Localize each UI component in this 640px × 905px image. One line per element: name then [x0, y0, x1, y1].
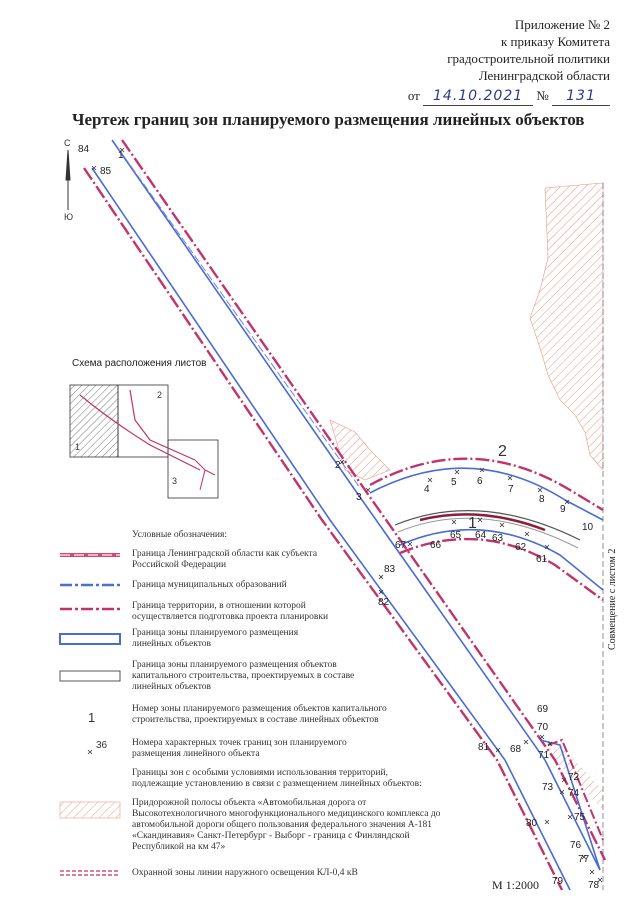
legend-item-roadside: Придорожной полосы объекта «Автомобильная дорога от Высокотехнологичного многофункционального медицинского комплекса до автомобильной дороги общего пользования федерального значения А-181 «Скандинавия» Санкт-Петербург - Выборг - граница с Финляндской Республикой на км 47»: [132, 798, 441, 852]
municipal-boundary: [118, 148, 360, 488]
scheme-title: Схема расположения листов: [72, 358, 207, 369]
point-79: 79: [552, 876, 564, 887]
legend-point-sample: 36: [96, 740, 108, 751]
point-80: 80: [526, 818, 538, 829]
legend-item-zone: Граница зоны планируемого размещения линейных объектов: [132, 628, 299, 649]
side-label-wrap: [605, 480, 625, 660]
point-6: 6: [477, 476, 483, 487]
point-77: 77: [578, 854, 590, 865]
point-76: 76: [570, 840, 582, 851]
legend-item-special-zones: Границы зон с особыми условиями использования территорий, подлежащие установлению в связи с размещением линейных объектов:: [132, 768, 422, 789]
point-84: 84: [78, 144, 90, 155]
point-10: 10: [582, 522, 594, 533]
legend-item-capital-zone: Граница зоны планируемого размещения объектов капитального строительства, проектируемых в составе линейных объектов: [132, 660, 355, 692]
point-73: 73: [542, 782, 554, 793]
legend-item-point-number: Номера характерных точек границ зон планируемого размещения линейного объекта: [132, 738, 347, 759]
point-72: 72: [568, 772, 580, 783]
legend-heading: Условные обозначения:: [132, 530, 228, 540]
legend-item-region: Граница Ленинградской области как субъекта Российской Федерации: [132, 549, 318, 570]
point-74: 74: [568, 788, 580, 799]
point-78: 78: [588, 880, 600, 891]
appendix-region: Ленинградской области: [478, 68, 610, 83]
date-prefix: от: [407, 88, 420, 103]
point-75: 75: [574, 812, 586, 823]
point-85: 85: [100, 166, 112, 177]
compass-south: Ю: [64, 212, 74, 222]
point-4: 4: [424, 484, 430, 495]
point-71: 71: [538, 750, 550, 761]
point-62: 62: [515, 542, 527, 553]
point-64: 64: [475, 530, 487, 541]
point-7: 7: [508, 484, 514, 495]
scheme-sheet-3: 3: [172, 476, 178, 486]
drawing-title: Чертеж границ зон планируемого размещения линейных объектов: [72, 110, 585, 129]
point-83: 83: [384, 564, 396, 575]
compass-north: С: [64, 138, 71, 148]
point-8: 8: [539, 494, 545, 505]
appendix-order: к приказу Комитета: [500, 34, 610, 49]
zone-boundary-main: [112, 140, 600, 870]
scheme-sheet-1: 1: [75, 442, 81, 452]
point-9: 9: [560, 504, 566, 515]
point-65: 65: [450, 530, 462, 541]
point-3: 3: [356, 492, 362, 503]
appendix-committee: градостроительной политики: [447, 51, 610, 66]
zone-number-1: 1: [468, 515, 477, 532]
point-5: 5: [451, 477, 457, 488]
order-date: 14.10.2021: [423, 88, 533, 106]
point-2: 2: [335, 460, 341, 471]
legend-zone-sample: 1: [88, 710, 96, 725]
point-1: 1: [118, 150, 124, 161]
scheme-sheet-2: 2: [157, 390, 163, 400]
legend-item-lighting: Охранной зоны линии наружного освещения КЛ-0,4 кВ: [132, 868, 358, 878]
appendix-number: Приложение № 2: [514, 17, 610, 32]
light-line-curve: [420, 514, 545, 530]
point-68: 68: [510, 744, 522, 755]
point-81: 81: [478, 742, 490, 753]
north-arrow: [66, 150, 70, 210]
zone-number-2: 2: [498, 443, 507, 460]
point-69: 69: [537, 704, 549, 715]
point-82: 82: [378, 597, 390, 608]
zone-boundary-curve-outer: [370, 468, 603, 520]
point-66: 66: [430, 540, 442, 551]
order-number: 131: [552, 88, 610, 106]
roadside-zone-area-left: [330, 420, 390, 480]
point-67: 67: [395, 540, 407, 551]
legend-item-plan-territory: Граница территории, в отношении которой осуществляется подготовка проекта планировки: [132, 601, 329, 622]
number-prefix: №: [536, 88, 549, 103]
legend-symbols: [60, 555, 120, 875]
scale-label: М 1:2000: [492, 878, 540, 892]
point-61: 61: [536, 554, 548, 565]
point-70: 70: [537, 722, 549, 733]
sheet-scheme: [70, 385, 218, 498]
roadside-zone-area: [530, 183, 603, 470]
legend-item-zone-number: Номер зоны планируемого размещения объектов капитального строительства, проектируемых в составе линейных объектов: [132, 704, 387, 725]
point-63: 63: [492, 533, 504, 544]
side-label: Совмещение с листом 2: [607, 548, 618, 650]
legend-item-municipal: Граница муниципальных образований: [132, 580, 287, 590]
